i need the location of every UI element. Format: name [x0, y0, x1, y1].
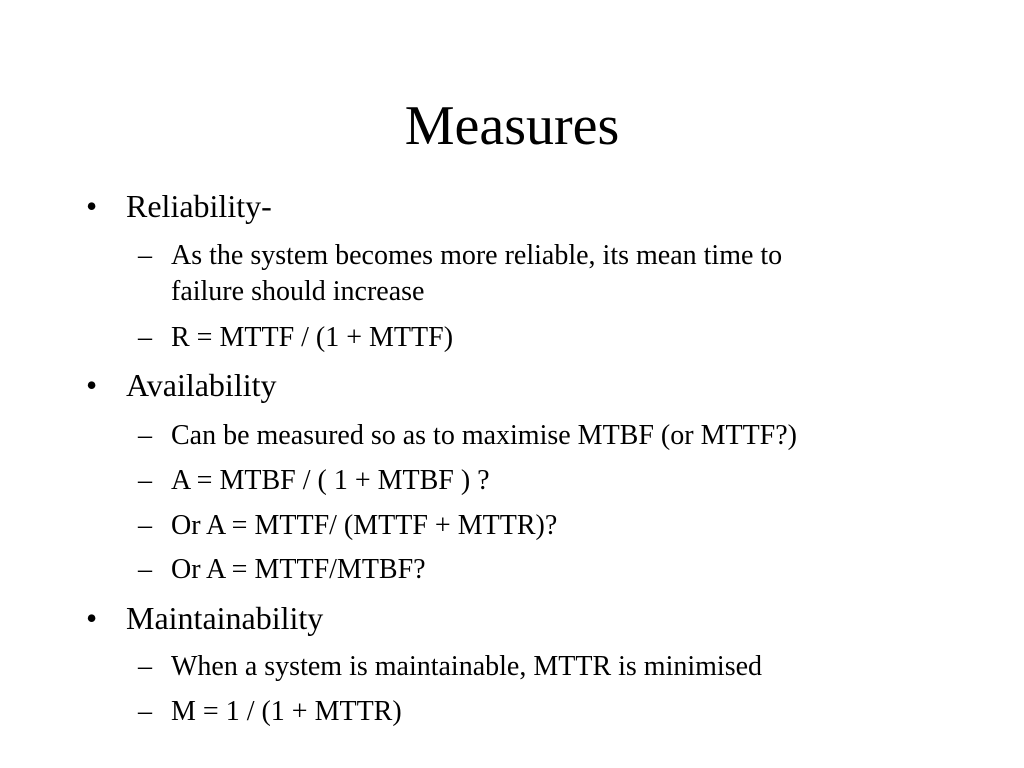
sub-bullet-availability-4: Or A = MTTF/MTBF? — [171, 554, 426, 585]
sub-bullet-reliability-1: As the system becomes more reliable, its mean time to — [171, 240, 783, 271]
dash-marker: – — [138, 420, 152, 451]
sub-bullet-reliability-2: R = MTTF / (1 + MTTF) — [171, 322, 454, 353]
bullet-reliability: Reliability- — [126, 188, 272, 224]
sub-bullet-availability-3: Or A = MTTF/ (MTTF + MTTR)? — [171, 510, 558, 541]
dash-marker: – — [138, 696, 152, 727]
sub-bullet-maintainability-1: When a system is maintainable, MTTR is minimised — [171, 651, 763, 682]
bullet-maintainability: Maintainability — [126, 600, 324, 636]
bullet-availability: Availability — [126, 367, 277, 403]
dash-marker: – — [138, 554, 152, 585]
sub-bullet-reliability-1-cont: failure should increase — [171, 276, 425, 307]
bullet-marker: • — [86, 600, 98, 636]
dash-marker: – — [138, 322, 152, 353]
sub-bullet-maintainability-2: M = 1 / (1 + MTTR) — [171, 696, 402, 727]
dash-marker: – — [138, 651, 152, 682]
bullet-marker: • — [86, 188, 98, 224]
bullet-marker: • — [86, 367, 98, 403]
sub-bullet-availability-1: Can be measured so as to maximise MTBF (or MTTF?) — [171, 420, 798, 451]
dash-marker: – — [138, 465, 152, 496]
dash-marker: – — [138, 510, 152, 541]
sub-bullet-availability-2: A = MTBF / ( 1 + MTBF ) ? — [171, 465, 490, 496]
slide-title: Measures — [404, 95, 620, 157]
dash-marker: – — [138, 240, 152, 271]
